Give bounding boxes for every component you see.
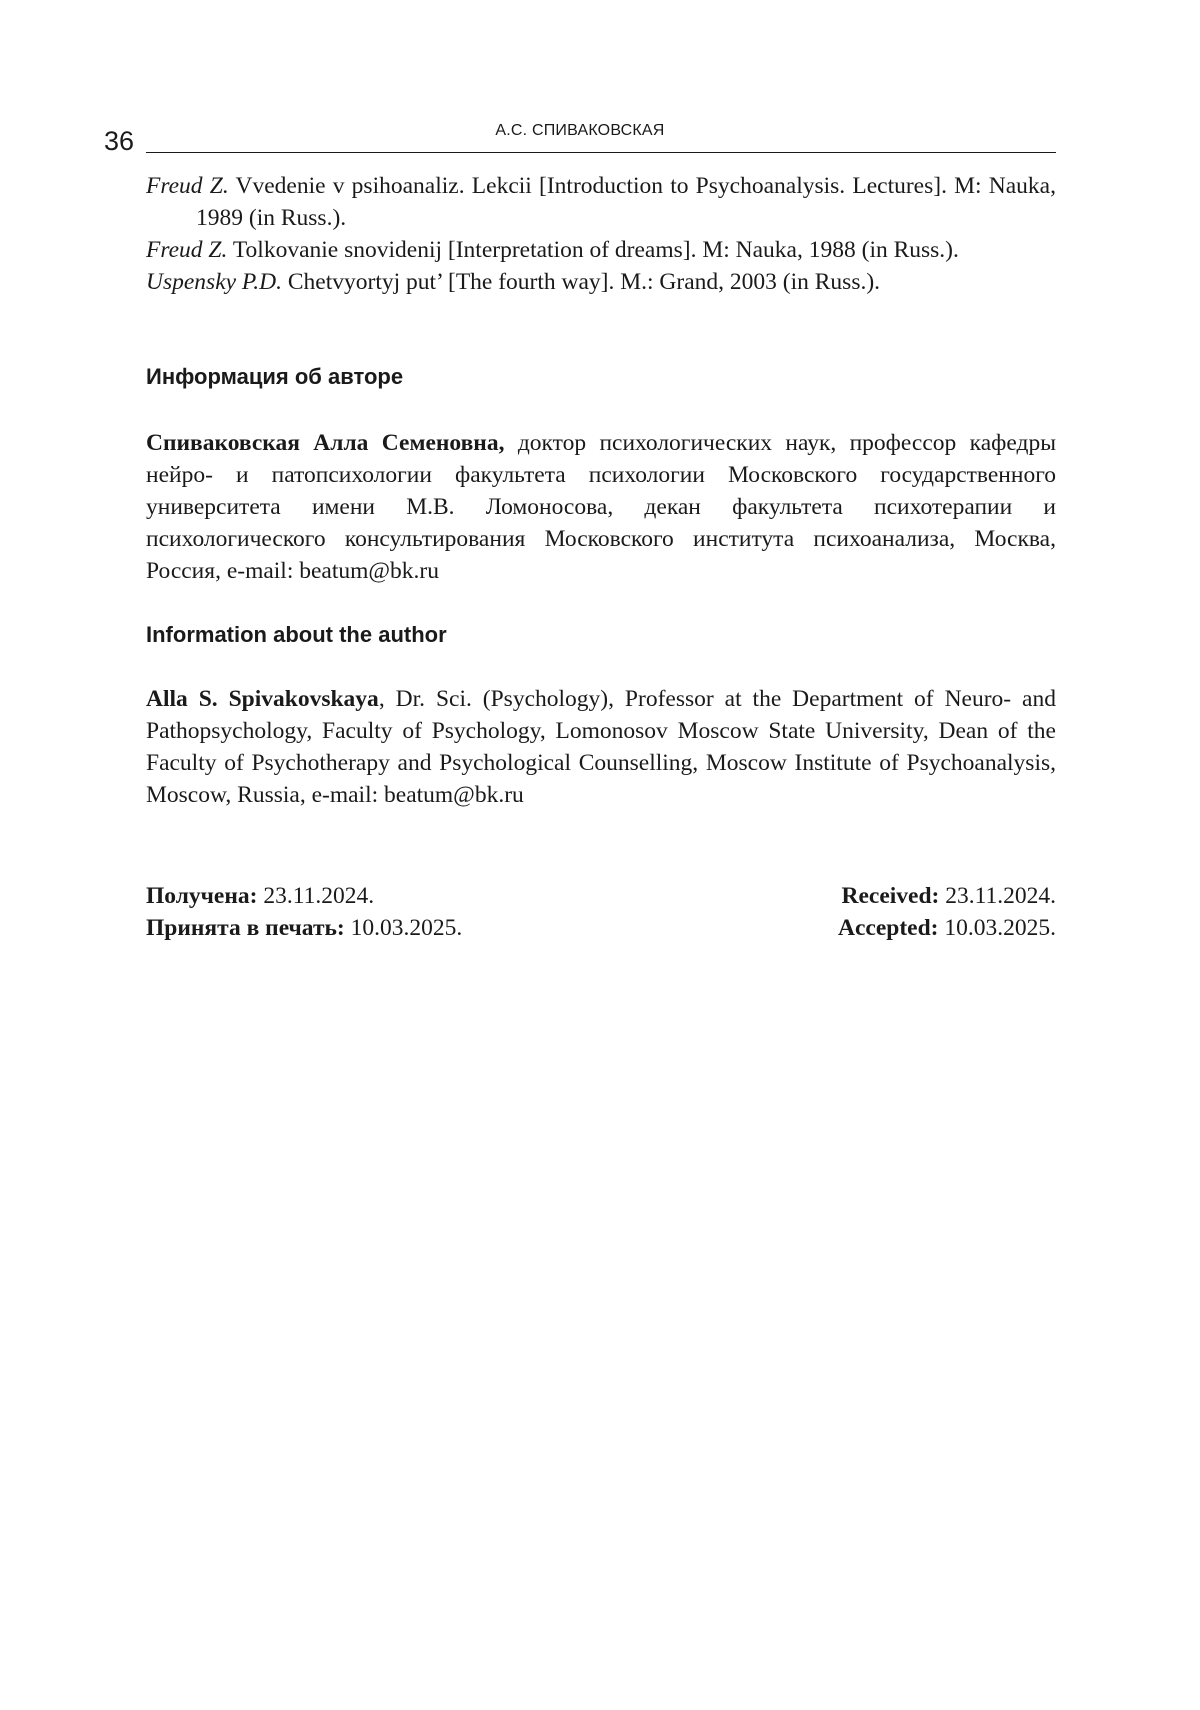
page-header: [104, 118, 1056, 158]
accepted-value-ru: 10.03.2025.: [344, 915, 463, 941]
accepted-label-ru: Принята в печать:: [146, 915, 345, 941]
reference-author: Uspensky P.D.: [146, 269, 282, 295]
author-details-en: , Dr. Sci. (Psychology), Professor at the Department of Neuro- and Pathopsychology, Faculty of Psychology, Lomonosov Moscow State University, Dean of the Faculty of Psychotherapy and Psychological Counselling, Moscow Institute of Psychoanalysis, Moscow, Russia, e-mail: beatum@bk.ru: [146, 686, 1056, 808]
received-value-en: 23.11.2024.: [939, 883, 1056, 909]
reference-item: [146, 234, 1056, 266]
reference-text: Vvedenie v psihoanaliz. Lekcii [Introduction to Psychoanalysis. Lectures]. M: Nauka, 1989 (in Russ.).: [196, 173, 1056, 231]
received-date-ru: [146, 880, 462, 912]
author-details-ru: доктор психологических наук, профессор кафедры нейро- и патопсихологии факультета психологии Московского государственного университета имени М.В. Ломоносова, декан факультета психотерапии и психологического консультирования Московского института психоанализа, Москва, Россия, e-mail: beatum@bk.ru: [146, 430, 1056, 584]
reference-author: Freud Z.: [146, 237, 228, 263]
accepted-date-ru: [146, 912, 462, 944]
author-info-paragraph-en: [146, 683, 1056, 811]
reference-list: [146, 170, 1056, 298]
author-info-heading-en: Information about the author: [146, 622, 447, 647]
reference-text: Tolkovanie snovidenij [Interpretation of dreams]. M: Nauka, 1988 (in Russ.).: [227, 237, 959, 263]
author-name-en: Alla S. Spivakovskaya: [146, 686, 379, 712]
accepted-date-en: [838, 912, 1056, 944]
author-info-heading-ru: Информация об авторе: [146, 364, 404, 389]
received-label-ru: Получена:: [146, 883, 258, 909]
reference-item: [146, 170, 1056, 234]
reference-author: Freud Z.: [146, 173, 229, 199]
author-name-ru: Спиваковская Алла Семеновна,: [146, 430, 505, 456]
received-date-en: [838, 880, 1056, 912]
received-label-en: Received:: [841, 883, 940, 909]
page-content: [146, 170, 1056, 944]
accepted-value-en: 10.03.2025.: [938, 915, 1056, 941]
dates-en: [838, 880, 1056, 944]
dates-ru: [146, 880, 462, 944]
article-dates: [146, 880, 1056, 944]
accepted-label-en: Accepted:: [838, 915, 939, 941]
header-rule: [146, 152, 1056, 153]
running-title: А.С. СПИВАКОВСКАЯ: [495, 122, 665, 139]
page-number: 36: [104, 126, 135, 156]
received-value-ru: 23.11.2024.: [257, 883, 375, 909]
author-info-paragraph-ru: [146, 427, 1056, 587]
reference-item: [146, 266, 1056, 298]
reference-text: Chetvyortyj put’ [The fourth way]. M.: Grand, 2003 (in Russ.).: [281, 269, 881, 295]
